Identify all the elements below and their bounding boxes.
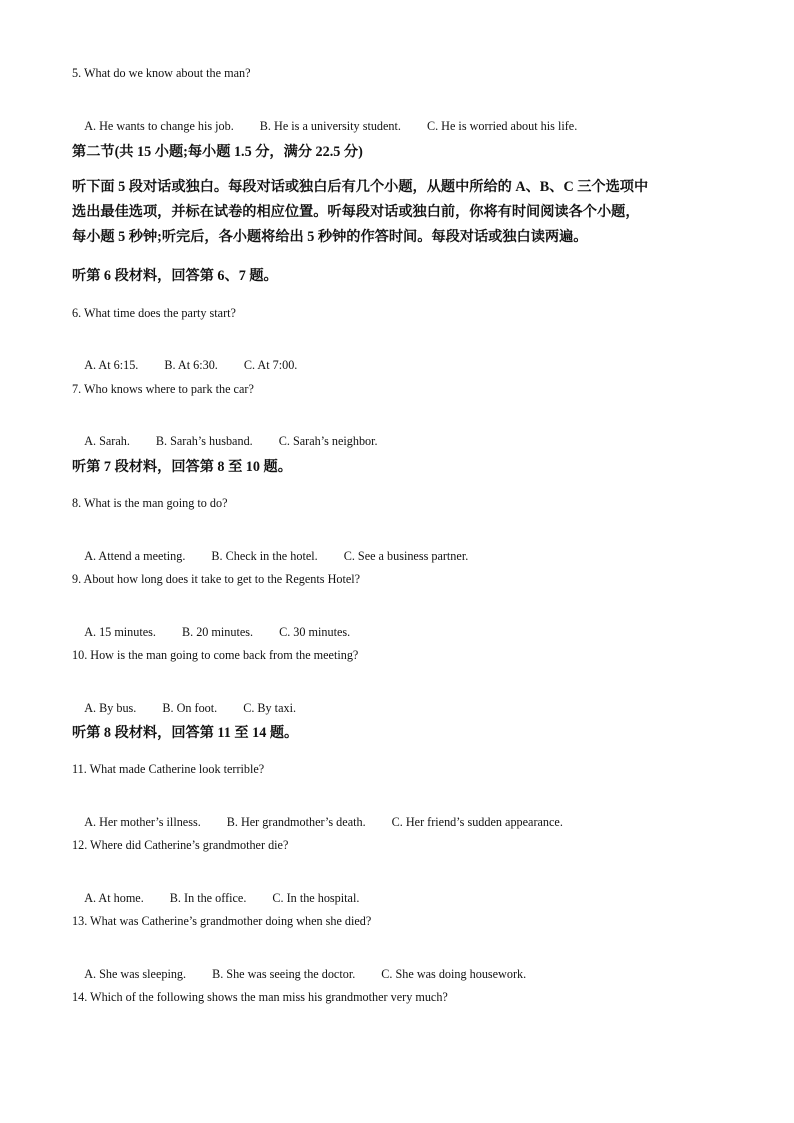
question-14: 14. Which of the following shows the man miss his grandmother very much? xyxy=(72,990,448,1004)
option-a: A. Sarah. xyxy=(84,434,130,448)
option-b: B. Sarah’s husband. xyxy=(155,434,253,448)
option-c: C. By taxi. xyxy=(243,701,297,715)
option-c: C. He is worried about his life. xyxy=(426,119,578,133)
option-a: A. He wants to change his job. xyxy=(84,119,234,133)
option-b: B. Her grandmother’s death. xyxy=(226,815,366,829)
option-b: B. She was seeing the doctor. xyxy=(212,967,356,981)
instruction-line: 每小题 5 秒钟;听完后，各小题将给出 5 秒钟的作答时间。每段对话或独白读两遍。 xyxy=(72,229,588,245)
option-c: C. She was doing housework. xyxy=(381,967,527,981)
option-c: C. In the hospital. xyxy=(272,891,360,905)
option-b: B. In the office. xyxy=(169,891,247,905)
option-c: C. See a business partner. xyxy=(343,549,469,563)
option-c: C. 30 minutes. xyxy=(279,625,351,639)
option-c: C. Her friend’s sudden appearance. xyxy=(391,815,563,829)
option-a: A. Attend a meeting. xyxy=(84,549,186,563)
question-5: 5. What do we know about the man? xyxy=(72,66,251,80)
option-b: B. He is a university student. xyxy=(259,119,401,133)
section-instructions xyxy=(72,175,722,250)
option-a: A. At home. xyxy=(84,891,144,905)
question-11: 11. What made Catherine look terrible? xyxy=(72,762,265,776)
question-7: 7. Who knows where to park the car? xyxy=(72,382,254,396)
section-heading: 第二节(共 15 小题;每小题 1.5 分，满分 22.5 分) xyxy=(72,144,363,160)
option-a: A. She was sleeping. xyxy=(84,967,187,981)
option-b: B. Check in the hotel. xyxy=(211,549,318,563)
option-b: B. At 6:30. xyxy=(164,358,218,372)
option-a: A. 15 minutes. xyxy=(84,625,156,639)
question-10: 10. How is the man going to come back from the meeting? xyxy=(72,648,359,662)
instruction-line: 听下面 5 段对话或独白。每段对话或独白后有几个小题，从题中所给的 A、B、C 三个选项中 xyxy=(72,179,649,195)
option-a: A. By bus. xyxy=(84,701,137,715)
option-c: C. Sarah’s neighbor. xyxy=(278,434,378,448)
option-b: B. 20 minutes. xyxy=(181,625,254,639)
passage-8-heading: 听第 8 段材料，回答第 11 至 14 题。 xyxy=(72,725,299,741)
question-9: 9. About how long does it take to get to the Regents Hotel? xyxy=(72,572,361,586)
option-c: C. At 7:00. xyxy=(243,358,298,372)
question-12: 12. Where did Catherine’s grandmother die? xyxy=(72,838,289,852)
question-8: 8. What is the man going to do? xyxy=(72,496,228,510)
passage-6-heading: 听第 6 段材料，回答第 6、7 题。 xyxy=(72,268,278,284)
question-6: 6. What time does the party start? xyxy=(72,306,236,320)
option-a: A. Her mother’s illness. xyxy=(84,815,201,829)
passage-7-heading: 听第 7 段材料，回答第 8 至 10 题。 xyxy=(72,459,292,475)
option-b: B. On foot. xyxy=(162,701,218,715)
option-a: A. At 6:15. xyxy=(84,358,139,372)
instruction-line: 选出最佳选项，并标在试卷的相应位置。听每段对话或独白前，你将有时间阅读各个小题， xyxy=(72,204,640,220)
question-13: 13. What was Catherine’s grandmother doing when she died? xyxy=(72,914,372,928)
